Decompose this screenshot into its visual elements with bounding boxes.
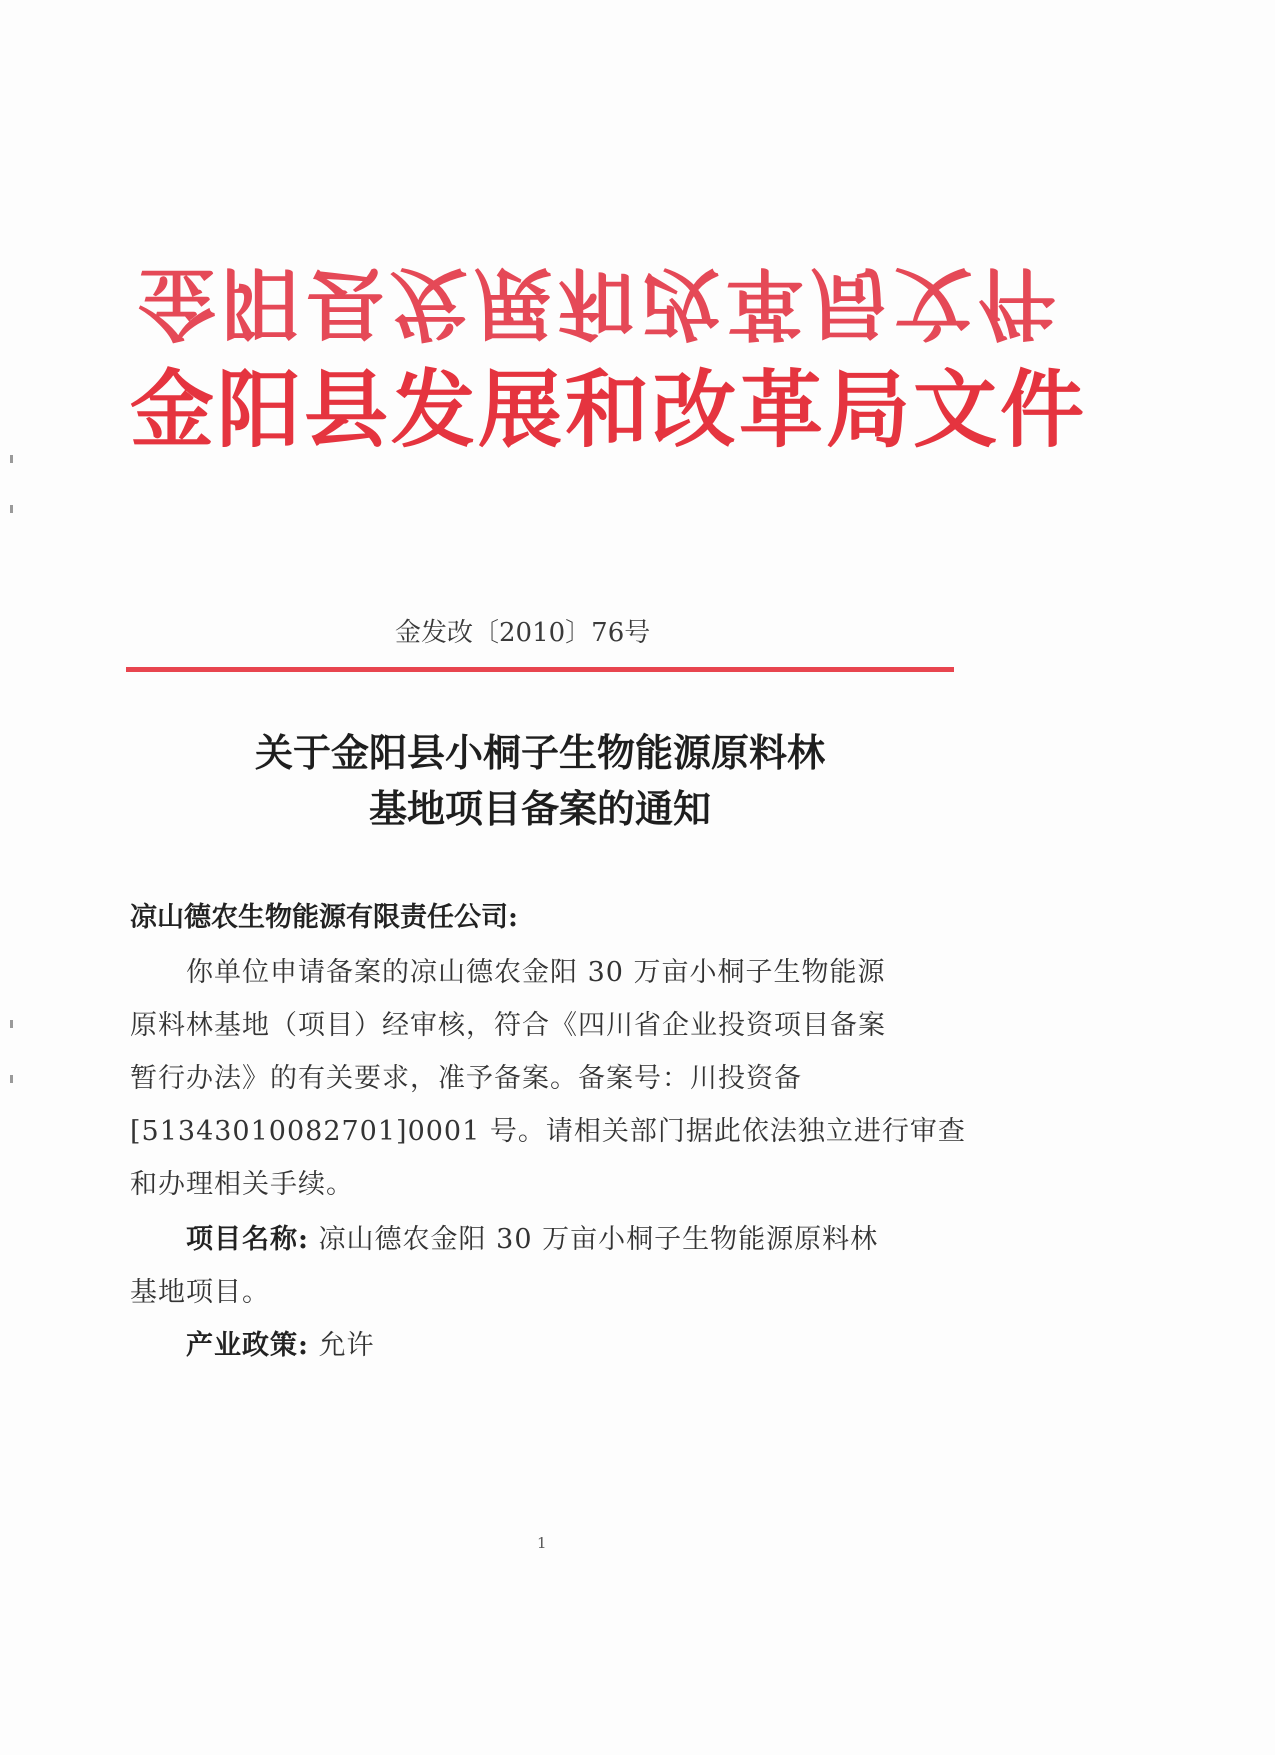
document-number: 金发改〔2010〕76号	[395, 618, 651, 648]
masthead-title: 金阳县发展和改革局文件	[130, 361, 1088, 459]
masthead-mirror-line: 金阳县发展和改革局文件	[138, 257, 1063, 347]
body-line-1: 你单位申请备案的凉山德农金阳 30 万亩小桐子生物能源	[186, 957, 886, 988]
scan-edge-mark	[10, 505, 13, 513]
body-line-4: [51343010082701]0001 号。请相关部门据此依法独立进行审查	[130, 1116, 966, 1147]
scan-edge-mark	[10, 1075, 13, 1083]
project-name-continuation: 基地项目。	[130, 1277, 270, 1308]
industry-policy-value: 允许	[318, 1330, 375, 1361]
page-number: 1	[537, 1534, 547, 1552]
notice-title-line-2: 基地项目备案的通知	[368, 786, 711, 831]
project-name-line	[186, 1217, 878, 1256]
project-name-label: 项目名称:	[186, 1224, 309, 1255]
body-line-5: 和办理相关手续。	[130, 1169, 354, 1200]
red-divider	[126, 667, 954, 672]
scan-edge-mark	[10, 455, 13, 463]
body-line-3: 暂行办法》的有关要求，准予备案。备案号：川投资备	[130, 1063, 802, 1094]
industry-policy-line	[186, 1323, 375, 1362]
project-name-value: 凉山德农金阳 30 万亩小桐子生物能源原料林	[318, 1224, 879, 1255]
scan-edge-mark	[10, 1020, 13, 1028]
body-line-2: 原料林基地（项目）经审核，符合《四川省企业投资项目备案	[130, 1010, 886, 1041]
industry-policy-label: 产业政策:	[186, 1330, 309, 1361]
notice-title-line-1: 关于金阳县小桐子生物能源原料林	[254, 730, 825, 775]
addressee: 凉山德农生物能源有限责任公司:	[130, 902, 518, 933]
